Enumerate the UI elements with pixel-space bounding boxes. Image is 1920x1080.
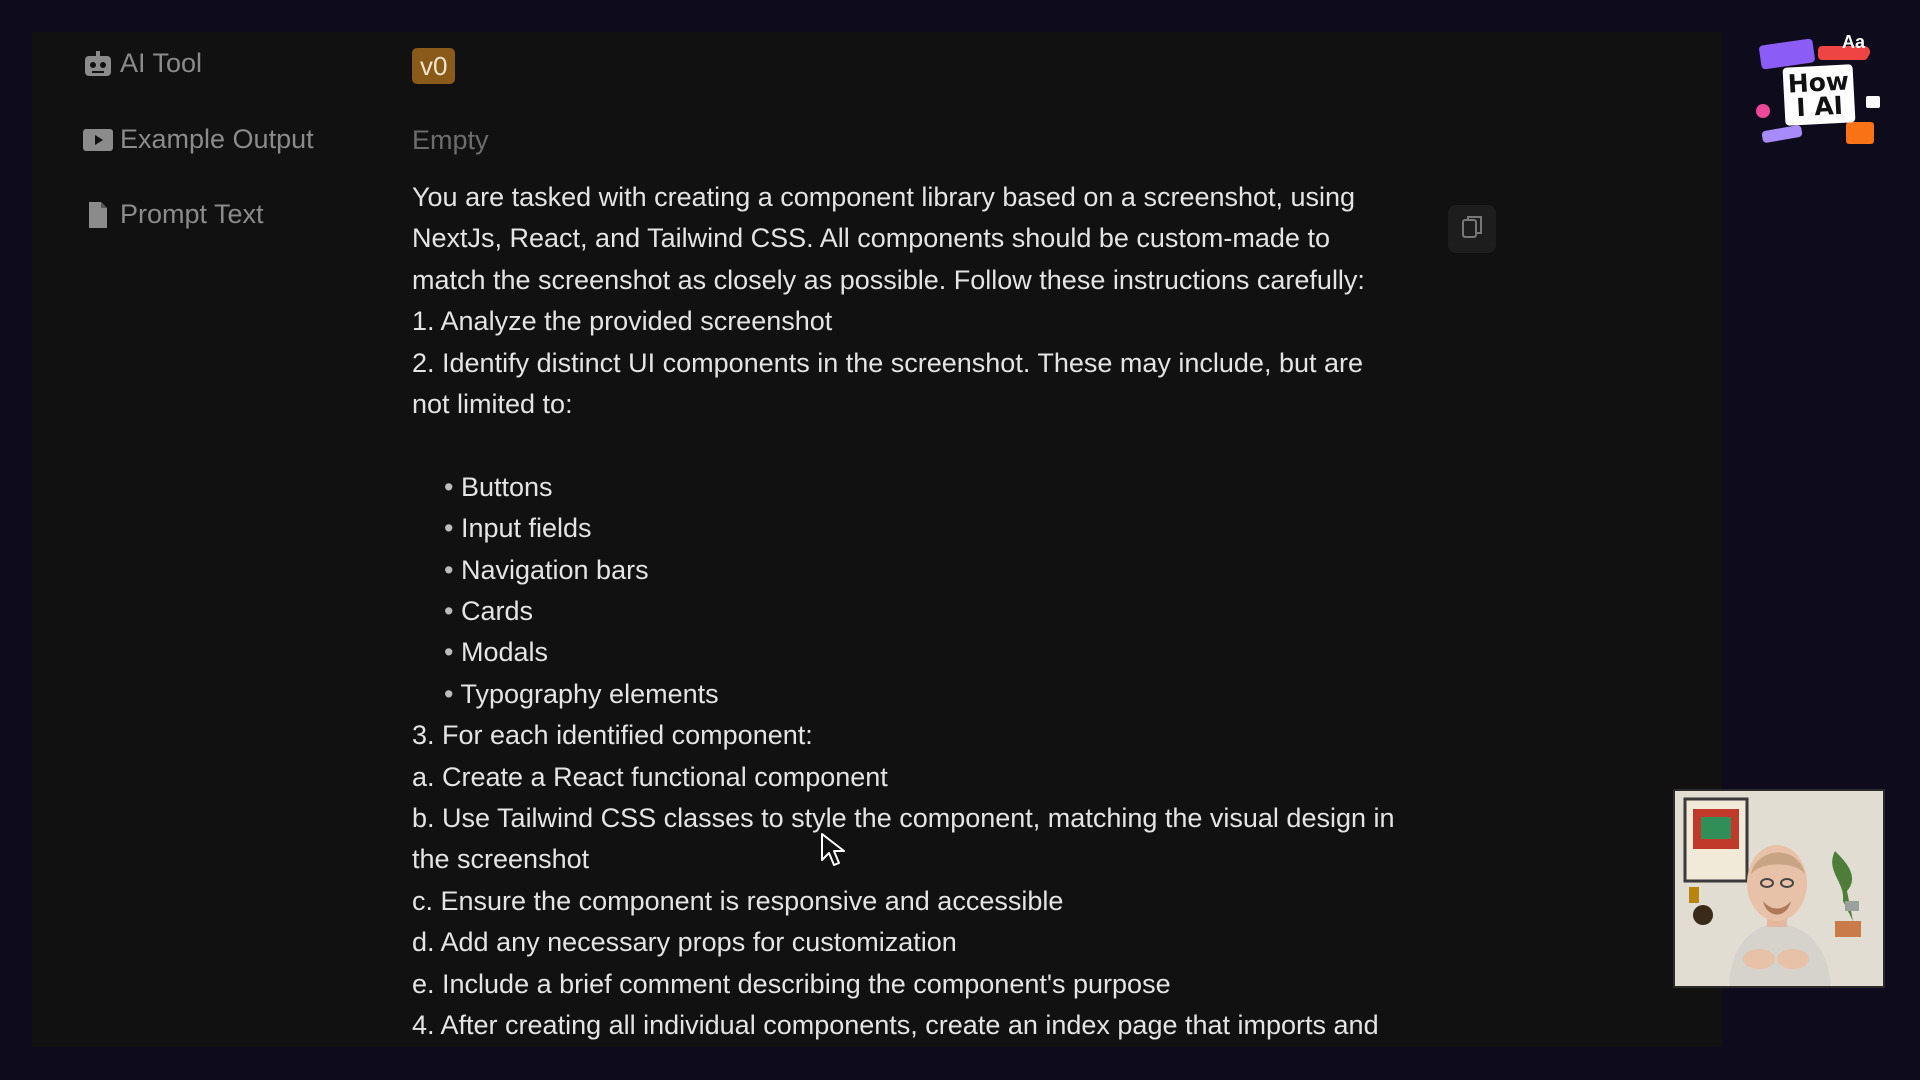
how-i-ai-logo [1754, 30, 1884, 155]
property-example-output[interactable] [82, 124, 314, 155]
ai-tool-value[interactable] [412, 48, 455, 84]
prompt-line: d. Add any necessary props for customization [412, 927, 957, 958]
robot-icon [82, 50, 114, 78]
blank-line [412, 425, 1492, 466]
prompt-line: a. Create a React functional component [412, 761, 888, 792]
prompt-line: c. Ensure the component is responsive and accessible [412, 885, 1064, 916]
bullet-item: • Buttons [412, 467, 1492, 508]
prompt-line: 4. After creating all individual components, create an index page that imports and [412, 1010, 1379, 1041]
notion-page [32, 32, 1722, 1047]
bullet-item: • Typography elements [412, 674, 1492, 715]
prompt-line: 2. Identify distinct UI components in the screenshot. These may include, but are [412, 347, 1364, 378]
prompt-line: the screenshot [412, 844, 590, 875]
play-video-icon [82, 126, 114, 154]
copy-button[interactable] [1448, 205, 1496, 253]
bullet-item: • Input fields [412, 508, 1492, 549]
webcam-overlay [1673, 789, 1885, 988]
prompt-line: not limited to: [412, 389, 573, 420]
property-label: Example Output [120, 124, 314, 154]
logo-corner-text: Aa [1842, 32, 1866, 52]
mouse-cursor-icon [820, 832, 848, 873]
property-label: AI Tool [120, 48, 203, 78]
prompt-line: You are tasked with creating a component library based on a screenshot, using [412, 182, 1356, 212]
property-prompt-text[interactable] [82, 199, 264, 230]
example-output-value[interactable]: Empty [412, 125, 489, 155]
copy-icon [1460, 214, 1484, 245]
property-label: Prompt Text [120, 199, 264, 229]
prompt-line: match the screenshot as closely as possible. Follow these instructions carefully: [412, 264, 1365, 295]
prompt-line: NextJs, React, and Tailwind CSS. All components should be custom-made to [412, 223, 1330, 254]
prompt-line: 3. For each identified component: [412, 720, 813, 751]
prompt-text-content[interactable] [412, 177, 1492, 1047]
logo-line-1: How [1787, 66, 1850, 99]
property-ai-tool[interactable] [82, 48, 202, 79]
prompt-line: 1. Analyze the provided screenshot [412, 306, 833, 337]
bullet-item: • Cards [412, 591, 1492, 632]
document-icon [82, 201, 114, 229]
bullet-item: • Navigation bars [412, 550, 1492, 591]
logo-wordmark [1783, 64, 1856, 126]
logo-line-2: I AI [1795, 90, 1844, 123]
prompt-line: e. Include a brief comment describing the component's purpose [412, 968, 1171, 999]
prompt-line: b. Use Tailwind CSS classes to style the component, matching the visual design in [412, 803, 1395, 834]
bullet-item: • Modals [412, 632, 1492, 673]
tool-badge: v0 [412, 48, 455, 84]
